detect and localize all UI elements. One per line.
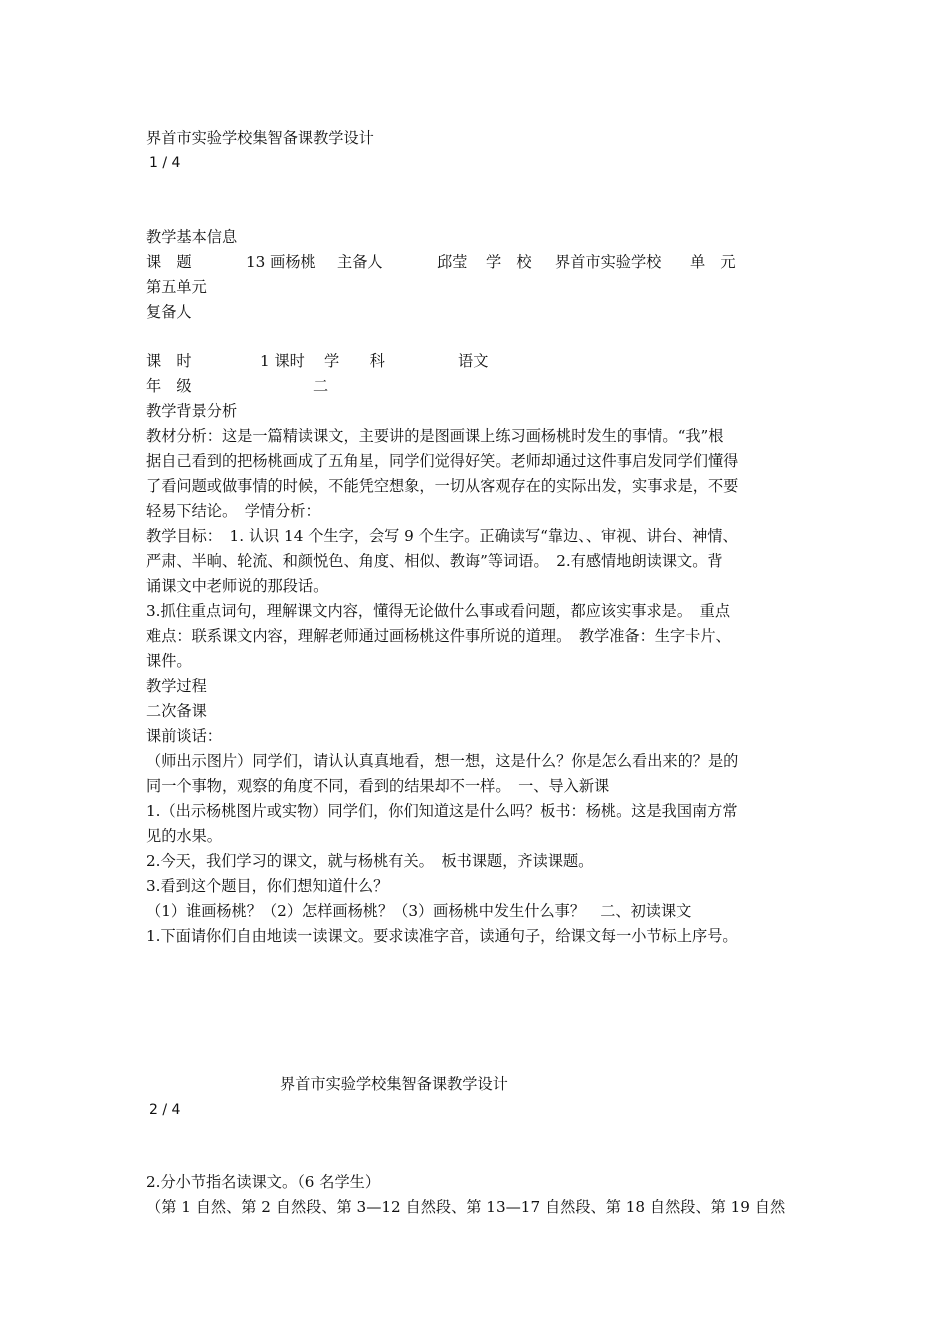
co-prep-label: 复备人: [146, 303, 192, 321]
body-line: 1.（出示杨桃图片或实物）同学们，你们知道这是什么吗？板书：杨桃。这是我国南方常: [146, 802, 738, 820]
body-line: （第 1 自然、第 2 自然段、第 3—12 自然段、第 13—17 自然段、第 18 自然段、第 19 自然: [146, 1198, 786, 1216]
body-line: 诵课文中老师说的那段话。: [146, 577, 329, 595]
school-value: 界首市实验学校: [555, 253, 662, 271]
body-line: 课前谈话：: [146, 727, 222, 745]
body-line: 3.看到这个题目，你们想知道什么？: [146, 877, 389, 895]
body-line: 难点：联系课文内容，理解老师通过画杨桃这件事所说的道理。 教学准备：生字卡片、: [146, 627, 731, 645]
unit-label: 单 元: [690, 253, 736, 271]
body-line: 1.下面请你们自由地读一读课文。要求读准字音，读通句子，给课文每一小节标上序号。: [146, 927, 738, 945]
body-line: 2.分小节指名读课文。（6 名学生）: [146, 1173, 381, 1191]
topic-label: 课 题: [146, 253, 192, 271]
lead-value: 邱莹: [437, 253, 468, 271]
body-line: 教学目标： 1. 认识 14 个生字，会写 9 个生字。正确读写“靠边、、审视、讲台、神情、: [146, 527, 738, 545]
page-number: 1 / 4: [149, 155, 181, 171]
document-header: 界首市实验学校集智备课教学设计: [146, 129, 374, 147]
document-header-page2: 界首市实验学校集智备课教学设计: [280, 1075, 508, 1093]
page-number-page2: 2 / 4: [149, 1102, 181, 1118]
body-line: 了看问题或做事情的时候，不能凭空想象，一切从客观存在的实际出发，实事求是，不要: [146, 477, 739, 495]
body-line: 严肃、半晌、轮流、和颜悦色、角度、相似、教诲”等词语。 2.有感情地朗读课文。背: [146, 552, 723, 570]
background-title: 教学背景分析: [146, 402, 238, 420]
school-label: 学 校: [486, 253, 532, 271]
body-line: （1）谁画杨桃？（2）怎样画杨桃？（3）画杨桃中发生什么事？ 二、初读课文: [146, 902, 692, 920]
body-line: 2.今天，我们学习的课文，就与杨桃有关。 板书课题，齐读课题。: [146, 852, 594, 870]
period-value: 1 课时: [260, 352, 305, 370]
unit-value: 第五单元: [146, 278, 207, 296]
body-line: 据自己看到的把杨桃画成了五角星，同学们觉得好笑。老师却通过这件事启发同学们懂得: [146, 452, 739, 470]
body-line: 轻易下结论。 学情分析：: [146, 502, 321, 520]
period-label: 课 时: [146, 352, 192, 370]
topic-value: 13 画杨桃: [246, 253, 316, 271]
subject-label: 学 科: [324, 352, 385, 370]
body-line: 见的水果。: [146, 827, 222, 845]
body-line: 同一个事物，观察的角度不同，看到的结果却不一样。 一、导入新课: [146, 777, 610, 795]
body-line: 3.抓住重点词句，理解课文内容，懂得无论做什么事或看问题，都应该实事求是。 重点: [146, 602, 731, 620]
grade-label: 年 级: [146, 377, 192, 395]
body-line: 教材分析：这是一篇精读课文，主要讲的是图画课上练习画杨桃时发生的事情。“我”根: [146, 427, 724, 445]
subject-value: 语文: [458, 352, 489, 370]
body-line: （师出示图片）同学们，请认认真真地看，想一想，这是什么？你是怎么看出来的？是的: [146, 752, 739, 770]
section-title: 二次备课: [146, 702, 207, 720]
lead-label: 主备人: [337, 253, 383, 271]
section-title: 教学过程: [146, 677, 207, 695]
basic-info-title: 教学基本信息: [146, 228, 238, 246]
body-line: 课件。: [146, 652, 192, 670]
grade-value: 二: [313, 377, 329, 395]
